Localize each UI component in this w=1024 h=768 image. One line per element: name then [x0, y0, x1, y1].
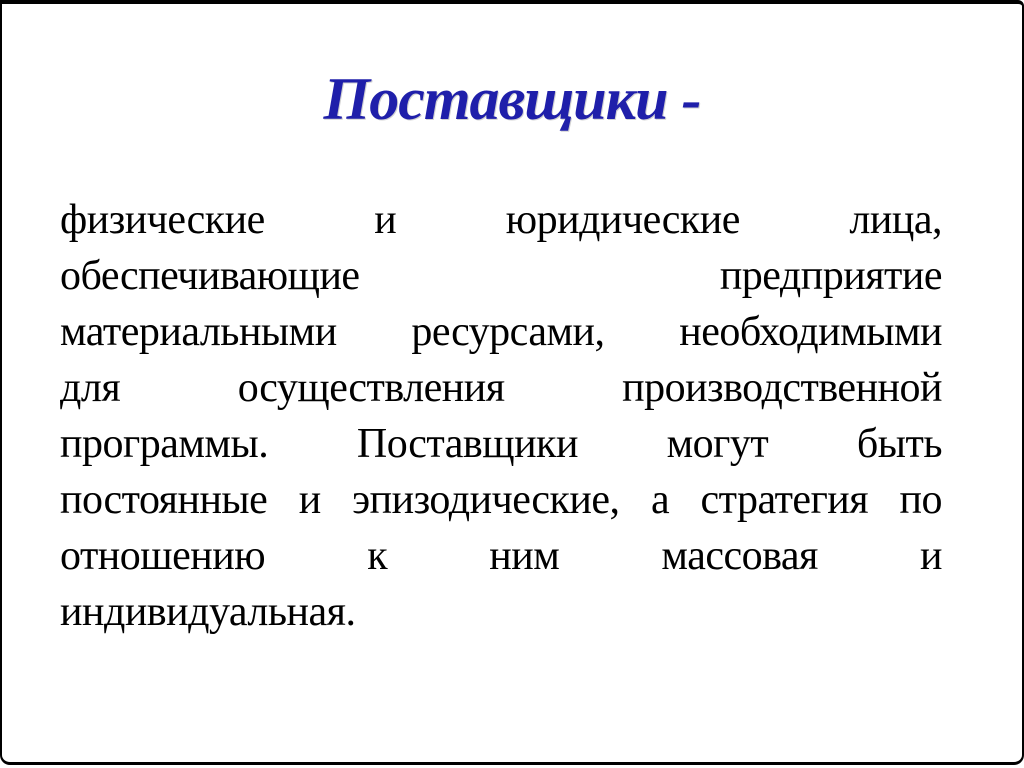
body-line: физические и юридические лица,: [60, 197, 942, 243]
body-line: материальными ресурсами, необходимыми: [60, 309, 942, 355]
slide-title: Поставщики -: [323, 66, 701, 132]
body-line: для осуществления производственной: [60, 365, 942, 411]
body-line: программы. Поставщики могут быть: [60, 421, 942, 467]
body-line: индивидуальная.: [60, 589, 356, 635]
body-line: постоянные и эпизодические, а стратегия по: [60, 477, 942, 523]
body-line: отношению к ним массовая и: [60, 533, 942, 579]
body-line: обеспечивающие предприятие: [60, 253, 942, 299]
slide-body: [60, 192, 942, 640]
